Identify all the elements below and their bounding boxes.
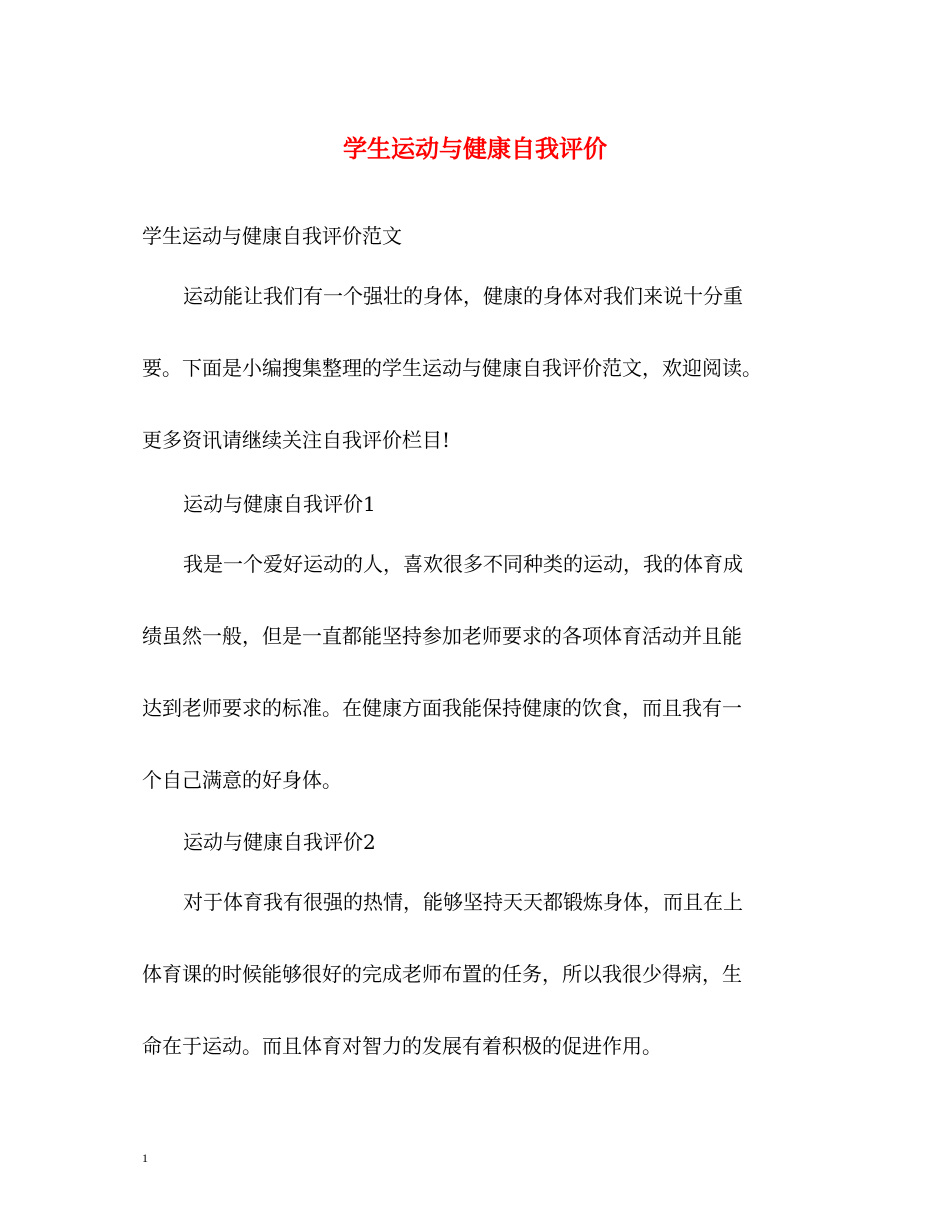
section-1-line-3: 达到老师要求的标准。在健康方面我能保持健康的饮食，而且我有一 (142, 696, 742, 720)
section-1-line-2: 绩虽然一般，但是一直都能坚持参加老师要求的各项体育活动并且能 (142, 624, 742, 648)
intro-line-2: 要。下面是小编搜集整理的学生运动与健康自我评价范文，欢迎阅读。 (142, 356, 762, 380)
section-2-line-1: 对于体育我有很强的热情，能够坚持天天都锻炼身体，而且在上 (183, 890, 743, 914)
intro-line-3: 更多资讯请继续关注自我评价栏目! (142, 428, 451, 452)
document-title: 学生运动与健康自我评价 (343, 134, 607, 163)
section-2-line-3: 命在于运动。而且体育对智力的发展有着积极的促进作用。 (142, 1034, 662, 1058)
intro-line-1: 运动能让我们有一个强壮的身体，健康的身体对我们来说十分重 (183, 284, 743, 308)
section-1-heading: 运动与健康自我评价1 (183, 492, 376, 516)
section-1-line-1: 我是一个爱好运动的人，喜欢很多不同种类的运动，我的体育成 (183, 552, 743, 576)
section-2-heading: 运动与健康自我评价2 (183, 830, 376, 854)
section-1-line-4: 个自己满意的好身体。 (142, 768, 342, 792)
section-2-line-2: 体育课的时候能够很好的完成老师布置的任务，所以我很少得病，生 (142, 962, 742, 986)
document-subtitle: 学生运动与健康自我评价范文 (142, 224, 402, 248)
page-number: 1 (142, 1151, 148, 1165)
